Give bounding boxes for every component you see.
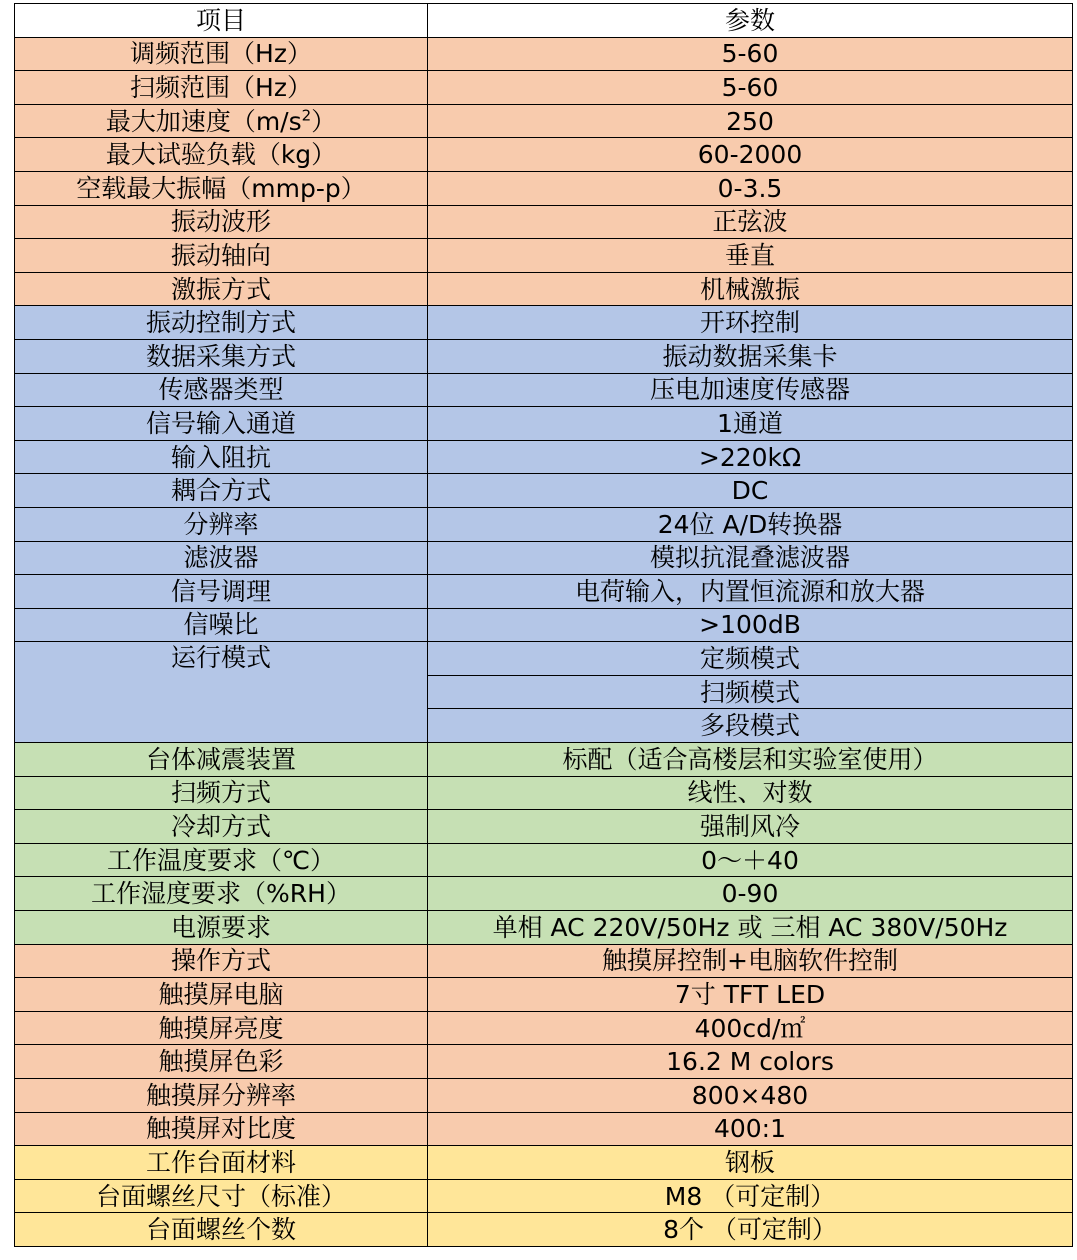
header-param: 参数 [428,4,1073,38]
item-cell: 触摸屏对比度 [15,1112,428,1146]
item-cell: 台面螺丝个数 [15,1213,428,1247]
value-cell: 8个 （可定制） [428,1213,1073,1247]
value-cell: 1通道 [428,407,1073,441]
item-cell: 运行模式 [15,642,428,743]
table-row [15,474,1073,508]
value-cell: 正弦波 [428,205,1073,239]
value-cell: 0-90 [428,877,1073,911]
table-row [15,642,1073,676]
item-text-suffix: ） [311,106,337,136]
header-row [15,4,1073,38]
value-cell: 定频模式 [428,642,1073,676]
table-row [15,138,1073,172]
value-cell: 0～＋40 [428,843,1073,877]
table-row [15,843,1073,877]
item-cell: 分辨率 [15,507,428,541]
header-item: 项目 [15,4,428,38]
item-cell: 工作湿度要求（%RH） [15,877,428,911]
value-cell: 触摸屏控制+电脑软件控制 [428,944,1073,978]
table-row [15,541,1073,575]
table-row [15,104,1073,138]
value-cell: 800×480 [428,1079,1073,1113]
value-cell: 线性、对数 [428,776,1073,810]
item-cell: 数据采集方式 [15,339,428,373]
table-row [15,440,1073,474]
table-row [15,37,1073,71]
item-cell: 振动控制方式 [15,306,428,340]
item-cell: 触摸屏分辨率 [15,1079,428,1113]
table-row [15,71,1073,105]
item-cell: 空载最大振幅（mmp-p） [15,171,428,205]
value-cell: 垂直 [428,239,1073,273]
value-cell: 单相 AC 220V/50Hz 或 三相 AC 380V/50Hz [428,911,1073,945]
table-row [15,171,1073,205]
table-row [15,1213,1073,1247]
table-row [15,877,1073,911]
spec-table [14,3,1073,1247]
value-cell: 标配（适合高楼层和实验室使用） [428,743,1073,777]
table-row [15,373,1073,407]
item-cell: 传感器类型 [15,373,428,407]
item-cell: 工作温度要求（℃） [15,843,428,877]
value-cell: 16.2 M colors [428,1045,1073,1079]
value-cell: >100dB [428,608,1073,642]
item-cell: 振动轴向 [15,239,428,273]
table-row [15,205,1073,239]
item-cell: 滤波器 [15,541,428,575]
item-cell: 冷却方式 [15,810,428,844]
table-row [15,239,1073,273]
value-cell: >220kΩ [428,440,1073,474]
value-cell: 压电加速度传感器 [428,373,1073,407]
value-cell: 开环控制 [428,306,1073,340]
value-cell: 扫频模式 [428,675,1073,709]
value-cell: 400:1 [428,1112,1073,1146]
item-cell: 台面螺丝尺寸（标准） [15,1179,428,1213]
table-row [15,1146,1073,1180]
item-cell: 输入阻抗 [15,440,428,474]
item-cell: 信号调理 [15,575,428,609]
table-row [15,608,1073,642]
table-row [15,507,1073,541]
table-row [15,407,1073,441]
table-row [15,743,1073,777]
item-cell: 触摸屏电脑 [15,978,428,1012]
table-row [15,339,1073,373]
item-cell: 扫频方式 [15,776,428,810]
value-cell: DC [428,474,1073,508]
table-row [15,272,1073,306]
item-cell: 振动波形 [15,205,428,239]
item-cell: 操作方式 [15,944,428,978]
table-row [15,944,1073,978]
table-row [15,1011,1073,1045]
table-row [15,306,1073,340]
item-text: 最大加速度（m/s [105,106,302,136]
value-cell: 机械激振 [428,272,1073,306]
value-cell: M8 （可定制） [428,1179,1073,1213]
item-cell: 信噪比 [15,608,428,642]
table-row [15,1045,1073,1079]
item-superscript: 2 [301,106,312,125]
table-row [15,1079,1073,1113]
item-cell: 工作台面材料 [15,1146,428,1180]
item-cell: 扫频范围（Hz） [15,71,428,105]
value-cell: 振动数据采集卡 [428,339,1073,373]
value-cell: 400cd/㎡ [428,1011,1073,1045]
table-row [15,1112,1073,1146]
value-cell: 5-60 [428,71,1073,105]
value-cell: 60-2000 [428,138,1073,172]
item-cell: 最大试验负载（kg） [15,138,428,172]
table-row [15,810,1073,844]
value-cell: 模拟抗混叠滤波器 [428,541,1073,575]
item-cell: 信号输入通道 [15,407,428,441]
item-cell: 台体减震装置 [15,743,428,777]
value-cell: 7寸 TFT LED [428,978,1073,1012]
table-row [15,575,1073,609]
value-cell: 0-3.5 [428,171,1073,205]
table-row [15,911,1073,945]
value-cell: 250 [428,104,1073,138]
item-cell: 调频范围（Hz） [15,37,428,71]
item-cell: 电源要求 [15,911,428,945]
value-cell: 5-60 [428,37,1073,71]
value-cell: 强制风冷 [428,810,1073,844]
item-cell: 耦合方式 [15,474,428,508]
value-cell: 钢板 [428,1146,1073,1180]
item-cell [15,104,428,138]
table-row [15,978,1073,1012]
item-cell: 触摸屏色彩 [15,1045,428,1079]
value-cell: 多段模式 [428,709,1073,743]
table-row [15,776,1073,810]
table-row [15,1179,1073,1213]
value-cell: 24位 A/D转换器 [428,507,1073,541]
item-cell: 激振方式 [15,272,428,306]
spec-body [15,37,1073,1246]
item-cell: 触摸屏亮度 [15,1011,428,1045]
value-cell: 电荷输入，内置恒流源和放大器 [428,575,1073,609]
